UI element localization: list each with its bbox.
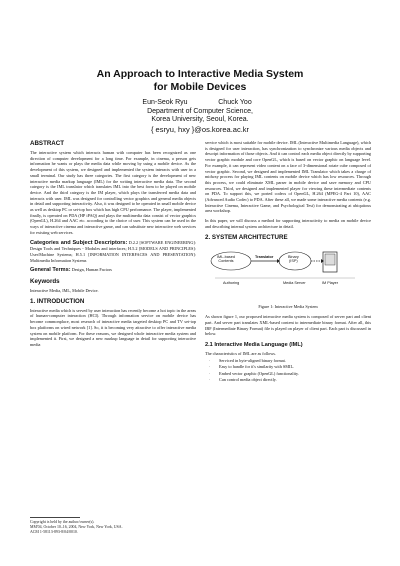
abstract-text: The interactive system which interacts human with computer has been recognized as one direction of computer development for a long time. For example, in cinema, a person gets information he wants or plays the media data while moving by using a mobile device. As the development of this system, we designed and implemented the system interacts with user in a small terminal. Our study has three categories. The first category is the development of new interactive media markup language (IML) for the writing interactive media data. The second category is the IML translator which translates IML into the best form to be played on mobile device. And the third category is the IM player, which plays the transferred media data and interacts with user. IML was designed for controlling vector graphics and general media objects in detail and supporting interactivity. Also, it was designed to be operated in small mobile device as well as desktop PC or set-top box which has high CPU performance. The player, implemented finally, is operated on PDA (HP iPAQ) and plays the multimedia data consist of vector graphics (OpenGL), H.264 and AAC etc. according to the choice of user. This system can be used in the ways of interactive cinema and interactive game, and can substitute new interactive web services for existing web services. — [30, 150, 196, 235]
keywords-heading: Keywords — [30, 278, 60, 286]
translate-arrowhead — [277, 259, 280, 263]
copyright-footnote — [30, 520, 150, 535]
system-figure — [205, 244, 371, 302]
footnote-line-1: Copyright is held by the author/owner(s). — [30, 520, 95, 524]
affiliation-line-1: Department of Computer Science, — [147, 107, 253, 115]
categories-text: D.2.2 [SOFTWARE ENGINEERING]: Design Tools and Techniques - Modules and interfaces; H.5.2 [MODELS AND PRINCIPLES]: User/Machine Systems; H.5.1 [INFORMATION INTERFACES AND PRESENTATION]: Multimedia Information Systems — [30, 239, 196, 263]
author-email: { esryu, hxy }@os.korea.ac.kr — [150, 124, 250, 134]
list-item: · Serviced in byte-aligned binary format. — [209, 358, 371, 364]
list-item: · Can control media object directly. — [209, 377, 371, 383]
abstract-heading: ABSTRACT — [30, 140, 65, 147]
deliver-arrowhead — [321, 259, 324, 263]
footnote-rule — [30, 517, 80, 518]
right-column — [205, 140, 371, 383]
system-architecture-heading: 2. SYSTEM ARCHITECTURE — [205, 233, 288, 241]
fig-label-contents: IML-based Contents — [217, 254, 235, 263]
author-names — [80, 99, 320, 108]
intro-heading: 1. INTRODUCTION — [30, 297, 85, 305]
categories-block — [30, 240, 196, 264]
system-figure-diagram — [205, 244, 371, 302]
list-item: · Embed vector graphic (OpenGL) functionality. — [209, 371, 371, 377]
figure-caption: Figure 1: Interactive Media System — [258, 303, 318, 309]
right-para-2: In this paper, we will discuss a method for supporting interactivity to media on mobile device and describing internal system architecture in detail. — [205, 218, 371, 229]
footnote-line-3: ACM 1-58113-893-8/04/0010. — [30, 530, 78, 534]
fig-label-player: IM Player — [322, 280, 339, 285]
intro-text: Interactive media which is served by user interaction has recently become a hot topic in the areas of human-computer interaction (HCI). Through information service on mobile device has become commonplace, most research of interactive media targeted desktop PC and TV set-top box platforms on wired network [1]. So, it is becoming very attractive to offer interactive media system on mobile platform. For these reasons, we designed whole interactive media system and implemented it. First, we designed a new markup language in detail for supporting interactive media — [30, 307, 196, 347]
fig-label-authoring: Authoring — [223, 280, 240, 285]
iml-intro: The characteristics of IML are as follows. — [205, 351, 277, 357]
paper-title — [20, 68, 380, 94]
author-block — [80, 99, 320, 134]
title-line-1: An Approach to Interactive Media System — [96, 68, 304, 80]
pda-screen-icon — [325, 254, 335, 265]
fig-label-translator: Translator — [255, 254, 274, 259]
list-item: · Easy to handle for it's similarity with SMIL. — [209, 364, 371, 370]
left-column — [30, 140, 196, 352]
author-1: Eun-Seok Ryu — [142, 99, 188, 106]
title-line-2: for Mobile Devices — [153, 81, 247, 93]
iml-feature-list — [209, 358, 371, 384]
right-para-1: service which is most suitable for mobile device. IML (Interactive Multimedia Language), which is designed for user interaction, has synchronization to synchronize various media objects and descript information of those objects. And it can control each media object directly by supporting vector graphic module and core OpenGL, which is based on vector graphic on language level. For example, it can represent video content on a face of 3-dimensional rotate cube composed of vector graphic. Second, we designed and implemented IML Translator which takes a charge of midway process for playing IML contents on mobile device which has low resources. Through this process, we could eliminate XML parser in mobile device and save memory and CPU resources. Third, we designed and implemented player for viewing these intermediate contents on PDA. To support this, we ported codecs of OpenGL, H.264 (MPEG-4 Part 10), AAC (Advanced Audio Codec) to PDA. After these all, we made some interactive media contents (e.g. Interactive Cinema, Interactive Game, and Psychological Test) for demonstrating at ubiquitous area workshop. — [205, 140, 371, 214]
footnote-line-2: MM'04, October 10–16, 2004, New York, New York, USA. — [30, 525, 123, 529]
affiliation-line-2: Korea University, Seoul, Korea. — [151, 116, 249, 123]
right-para-3: As shown figure 1, our proposed interactive media system is composed of server part and client part. And server part translates XML-based content to intermediate binary format. After all, this IBF (Intermediate Binary Format) file is played on player of client part. Each part is discussed in below. — [205, 314, 371, 337]
general-terms-block — [30, 267, 196, 274]
author-2: Chuck Yoo — [218, 99, 252, 106]
keywords-text: Interactive Media, IML, Mobile Device. — [30, 288, 99, 294]
fig-label-binary: Binary (ISP) — [288, 254, 299, 263]
iml-heading: 2.1 Interactive Media Language (IML) — [205, 342, 303, 349]
general-terms-heading: General Terms: — [30, 267, 71, 274]
categories-heading: Categories and Subject Descriptors: — [30, 239, 128, 246]
general-terms-text: Design, Human Factors — [71, 267, 112, 273]
fig-label-server: Media Server — [283, 280, 306, 285]
